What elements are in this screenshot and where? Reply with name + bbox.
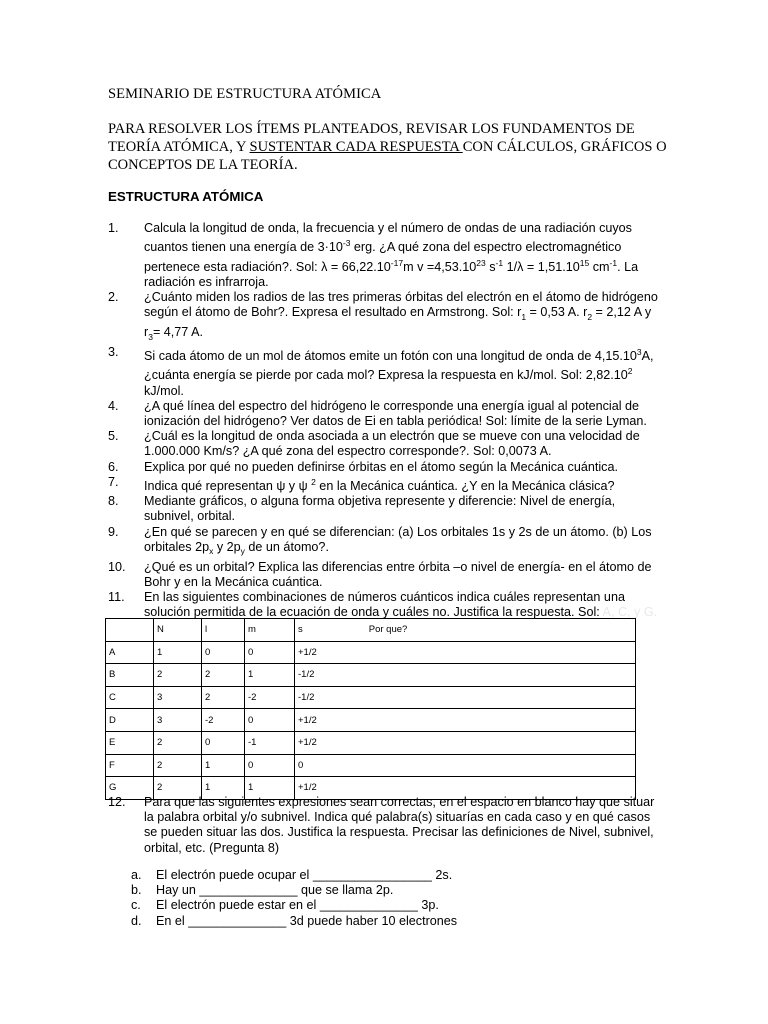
superscript: 3 [636, 346, 642, 357]
text-run: 1/λ = 1,51.10 [503, 259, 580, 274]
table-row [106, 686, 636, 709]
table-cell: 2 [154, 731, 202, 754]
superscript: 15 [579, 257, 590, 268]
text-run: erg. ¿A qué zona del espectro electromagnético pertenece esta radiación?. Sol: λ = 66,22.10 [144, 240, 622, 274]
question-text: ¿A qué línea del espectro del hidrógeno le corresponde una energía igual al potencial de ionización del hidrógeno? Ver datos de Ei en tabla periódica! Sol: límite de la serie Lyman. [144, 398, 647, 429]
question-list-2 [108, 795, 663, 856]
question-2 [108, 290, 663, 345]
question-text: ¿Qué es un orbital? Explica las diferencias entre órbita –o nivel de energía- en el átomo de Bohr y en la Mecánica cuántica. [144, 559, 652, 589]
table-cell: 0 [245, 754, 295, 777]
table-cell: D [106, 709, 154, 732]
question-number: 11. [108, 589, 125, 604]
question-number: 12. [108, 795, 126, 809]
table-cell: +1/2 [295, 777, 636, 800]
question-number: 2. [108, 290, 119, 305]
question-text [144, 590, 663, 620]
table-cell: 1 [202, 777, 245, 800]
question-number: 7. [108, 474, 119, 489]
question-9 [108, 525, 663, 560]
question-text: Mediante gráficos, o alguna forma objetiva represente y diferencie: Nivel de energía, subnivel, orbital. [144, 494, 616, 524]
option-text: En el ______________ 3d puede haber 10 electrones [156, 913, 458, 928]
question-number: 9. [108, 524, 119, 539]
text-run: cm [589, 259, 610, 274]
text-run: de un átomo?. [244, 539, 329, 554]
table-cell: 0 [202, 731, 245, 754]
superscript: 2 [311, 476, 316, 487]
question-list [108, 221, 663, 620]
question-4 [108, 399, 663, 429]
text-run: En las siguientes combinaciones de números cuánticos indica cuáles representan una solución permitida de la ecuación de onda y cuáles no. Justifica la respuesta. Sol: [144, 589, 625, 620]
question-5 [108, 429, 663, 459]
text-run: y 2p [213, 539, 241, 554]
option-letter: c. [131, 898, 141, 913]
table-cell: 2 [154, 777, 202, 800]
table-cell: 1 [154, 641, 202, 664]
text-run: Indica qué representan ψ y ψ [144, 479, 312, 494]
table-cell: 3 [154, 686, 202, 709]
header-cell: N [154, 619, 202, 642]
table-row [106, 641, 636, 664]
instructions-part-a: PARA RESOLVER LOS ÍTEMS PLANTEADOS, REVISAR LOS FUNDAMENTOS DE TEORÍA ATÓMICA, Y [108, 121, 635, 155]
header-cell: m [245, 619, 295, 642]
option-c [131, 898, 457, 913]
option-text: Hay un ______________ que se llama 2p. [156, 883, 394, 898]
table-header-row [106, 619, 636, 642]
text-run: A, ¿cuánta energía se pierde por cada mol? Expresa la respuesta en kJ/mol. Sol: 2,82.10 [144, 349, 654, 383]
option-text: El electrón puede estar en el ______________ 3p. [156, 898, 439, 913]
question-text [144, 345, 663, 399]
question-number: 3. [108, 344, 119, 359]
text-run: kJ/mol. [144, 383, 184, 398]
table-cell: 0 [245, 641, 295, 664]
superscript: 23 [476, 257, 486, 268]
option-letter: d. [131, 913, 142, 928]
table-cell: 1 [202, 754, 245, 777]
header-cell [106, 619, 154, 642]
option-a [131, 868, 457, 883]
text-run: m v =4,53.10 [403, 259, 477, 274]
text-run: en la Mecánica cuántica. ¿Y en la Mecánica clásica? [315, 479, 615, 494]
table-row [106, 731, 636, 754]
text-run: ¿En qué se parecen y en qué se diferencian: (a) Los orbitales 1s y 2s de un átomo. (b) Los orbitales 2p [144, 524, 652, 554]
table-cell: 3 [154, 709, 202, 732]
superscript: 2 [627, 366, 633, 377]
header-cell [295, 619, 636, 642]
table-cell: 2 [202, 686, 245, 709]
section-heading: ESTRUCTURA ATÓMICA [108, 189, 264, 204]
faint-solution: A, C, y G. [599, 605, 658, 620]
superscript: -1 [495, 257, 504, 268]
subscript: x [209, 546, 214, 557]
option-b [131, 883, 457, 898]
table-cell: G [106, 777, 154, 800]
option-text: El electrón puede ocupar el _________________ 2s. [156, 868, 453, 882]
text-run: Calcula la longitud de onda, la frecuencia y el número de ondas de una radiación cuyos cuantos tienen una energía de 3·10 [144, 221, 632, 255]
question-6 [108, 460, 663, 475]
question-text: Explica por qué no pueden definirse órbitas en el átomo según la Mecánica cuántica. [144, 459, 618, 474]
question-7 [108, 475, 663, 494]
table-cell: -2 [202, 709, 245, 732]
subscript: 1 [521, 311, 527, 322]
option-letter: b. [131, 883, 142, 898]
table-cell: 1 [245, 777, 295, 800]
table-cell: E [106, 731, 154, 754]
question-text [144, 290, 663, 345]
text-run: = 0,53 A. r [526, 305, 588, 320]
instructions-underlined: SUSTENTAR CADA RESPUESTA [249, 139, 463, 155]
header-por-que: Por que? [368, 624, 408, 636]
question-number: 5. [108, 429, 119, 444]
text-run: . La radiación es infrarroja. [144, 259, 639, 289]
table-cell: +1/2 [295, 641, 636, 664]
text-run: = 2,12 A y r [144, 305, 652, 340]
question-text [144, 475, 663, 494]
page-title: SEMINARIO DE ESTRUCTURA ATÓMICA [108, 86, 382, 102]
superscript: -17 [390, 257, 404, 268]
option-letter: a. [131, 868, 142, 882]
question-text [144, 221, 663, 290]
instructions [108, 120, 668, 174]
table-cell: 0 [202, 641, 245, 664]
question-12 [108, 795, 663, 856]
text-run: Si cada átomo de un mol de átomos emite un fotón con una longitud de onda de 4,15.10 [144, 349, 637, 364]
option-d [131, 914, 457, 929]
question-text: Para que las siguientes expresiones sean correctas, en el espacio en blanco hay que situar la palabra orbital y/o subnivel. Indica qué palabra(s) situarías en cada caso y en qué casos se pueden situar las dos. Justifica la respuesta. Precisar las definiciones de Nivel, subnivel, orbital, etc. (Pregunta 8) [144, 795, 655, 855]
table-cell: +1/2 [295, 731, 636, 754]
table-cell: -2 [245, 686, 295, 709]
quantum-numbers-table [105, 618, 636, 800]
subscript: 2 [587, 311, 593, 322]
header-cell: l [202, 619, 245, 642]
table-cell: 2 [154, 754, 202, 777]
question-8 [108, 494, 663, 524]
table-cell: +1/2 [295, 709, 636, 732]
table-row [106, 664, 636, 687]
table-cell: 0 [245, 709, 295, 732]
fill-in-options [131, 868, 457, 929]
text-run: ¿Cuánto miden los radios de las tres primeras órbitas del electrón en el átomo de hidrógeno según el átomo de Bohr?. Expresa el resultado en Armstrong. Sol: r [144, 290, 658, 320]
text-run: s [485, 259, 496, 274]
table-cell: F [106, 754, 154, 777]
table-cell: -1 [245, 731, 295, 754]
table-row [106, 754, 636, 777]
question-10 [108, 560, 663, 590]
table-cell: 2 [154, 664, 202, 687]
question-number: 4. [108, 398, 119, 413]
table-cell: -1/2 [295, 664, 636, 687]
superscript: -3 [342, 238, 351, 249]
subscript: 3 [148, 331, 153, 342]
table-cell: C [106, 686, 154, 709]
table-cell: 0 [295, 754, 636, 777]
question-3 [108, 345, 663, 399]
table-cell: -1/2 [295, 686, 636, 709]
table-cell: A [106, 641, 154, 664]
question-number: 6. [108, 459, 119, 474]
header-s: s [298, 624, 303, 636]
question-text [144, 525, 663, 560]
question-1 [108, 221, 663, 290]
table-cell: 1 [245, 664, 295, 687]
table-cell: 2 [202, 664, 245, 687]
subscript: y [240, 546, 245, 557]
text-run: = 4,77 A. [152, 325, 204, 340]
question-number: 1. [108, 221, 119, 235]
table-cell: B [106, 664, 154, 687]
question-number: 8. [108, 494, 119, 509]
question-number: 10. [108, 559, 126, 574]
question-text: ¿Cuál es la longitud de onda asociada a un electrón que se mueve con una velocidad de 1.000.000 Km/s? ¿A qué zona del espectro corresponde?. Sol: 0,0073 A. [144, 429, 640, 459]
superscript: -1 [609, 257, 618, 268]
instructions-part-b: CON CÁLCULOS, GRÁFICOS O CONCEPTOS DE LA TEORÍA. [108, 139, 667, 173]
table-row [106, 709, 636, 732]
question-11 [108, 590, 663, 620]
